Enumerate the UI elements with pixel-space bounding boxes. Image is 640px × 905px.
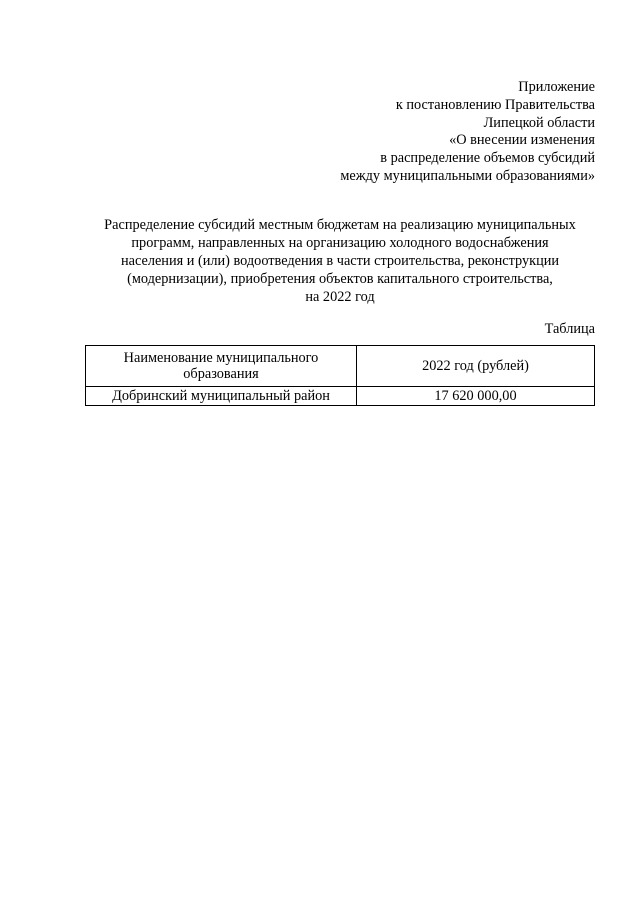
title-line: населения и (или) водоотведения в части строительства, реконструкции <box>120 253 560 269</box>
appendix-line: Липецкой области <box>483 114 595 131</box>
appendix-line: к постановлению Правительства <box>395 96 595 113</box>
title-line: на 2022 год <box>305 289 375 305</box>
appendix-header <box>295 79 595 186</box>
subsidy-table <box>85 345 595 406</box>
table-label: Таблица <box>544 321 595 337</box>
cell-municipality: Добринский муниципальный район <box>86 387 357 406</box>
header-municipality: Наименование муниципального образования <box>86 346 357 387</box>
appendix-line: между муниципальными образованиями» <box>340 167 595 184</box>
appendix-line: в распределение объемов субсидий <box>380 150 595 167</box>
appendix-line: «О внесении изменения <box>449 132 595 149</box>
title-line: программ, направленных на организацию холодного водоснабжения <box>131 235 549 251</box>
table-row <box>86 387 595 406</box>
title-line: Распределение субсидий местным бюджетам на реализацию муниципальных <box>104 217 576 233</box>
table-header-row <box>86 346 595 387</box>
header-amount-2022: 2022 год (рублей) <box>357 346 595 387</box>
appendix-line: Приложение <box>518 79 595 95</box>
document-title <box>80 216 600 306</box>
cell-amount: 17 620 000,00 <box>357 387 595 406</box>
title-line: (модернизации), приобретения объектов капитального строительства, <box>127 271 553 287</box>
